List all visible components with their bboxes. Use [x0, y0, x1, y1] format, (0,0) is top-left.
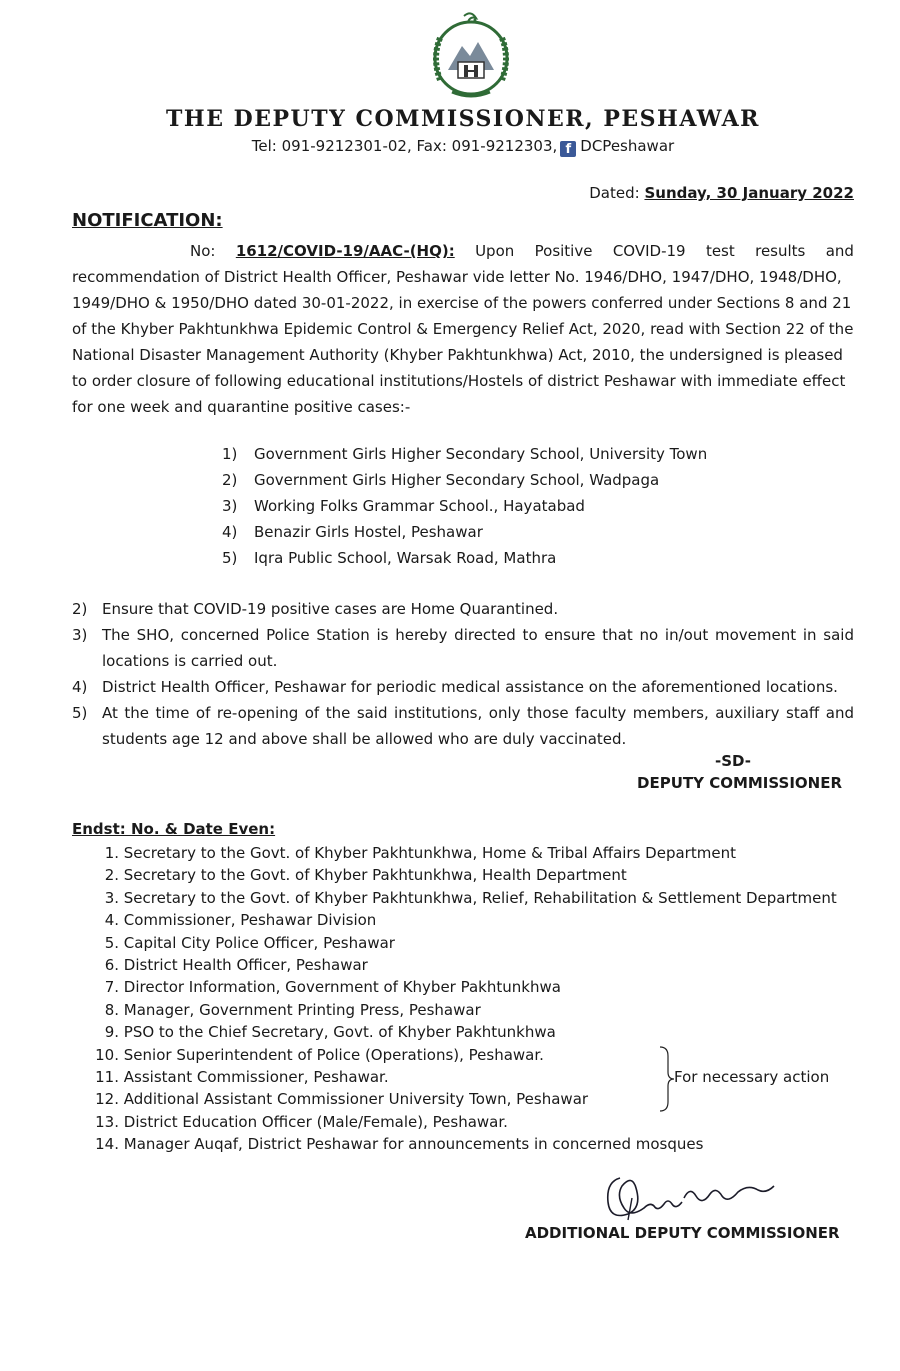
list-number: 10. — [95, 1045, 119, 1064]
list-number: 9. — [104, 1023, 119, 1042]
list-number: 14. — [95, 1135, 119, 1154]
list-text: Government Girls Higher Secondary School, University Town — [254, 445, 708, 463]
word: and — [825, 242, 854, 260]
list-text: Director Information, Government of Khyber Pakhtunkhwa — [123, 978, 561, 997]
list-text: Iqra Public School, Warsak Road, Mathra — [254, 549, 557, 567]
list-text: Working Folks Grammar School., Hayatabad — [254, 497, 585, 515]
word: test — [705, 242, 735, 260]
government-emblem-logo — [418, 8, 524, 104]
list-item — [86, 954, 837, 976]
list-item — [86, 1021, 837, 1043]
notification-line: to order closure of following educational institutions/Hostels of district Peshawar with immediate effect — [72, 372, 846, 390]
list-item — [86, 932, 837, 954]
notification-number: 1612/COVID-19/AAC-(HQ): — [235, 242, 455, 260]
list-number: 2) — [72, 600, 88, 618]
list-item — [72, 700, 854, 752]
list-item — [222, 545, 707, 571]
notification-line: recommendation of District Health Officer, Peshawar vide letter No. 1946/DHO, 1947/DHO, 1948/DHO, — [72, 268, 842, 286]
list-text: Secretary to the Govt. of Khyber Pakhtunkhwa, Health Department — [123, 866, 627, 885]
list-number: 5. — [104, 933, 119, 952]
list-item — [86, 864, 837, 886]
contact-text: Tel: 091-9212301-02, Fax: 091-9212303, — [251, 137, 558, 155]
list-item — [86, 976, 837, 998]
list-number: 5) — [222, 549, 238, 567]
list-number: 2. — [104, 866, 119, 885]
list-item — [86, 909, 837, 931]
endorsement-heading: Endst: No. & Date Even: — [72, 820, 276, 838]
date-label: Dated: — [589, 184, 640, 202]
list-text: Commissioner, Peshawar Division — [123, 911, 377, 930]
list-number: 5) — [72, 704, 88, 722]
directives-list — [72, 596, 854, 752]
list-item — [86, 1133, 837, 1155]
list-text: The SHO, concerned Police Station is hereby directed to ensure that no in/out movement in said locations is carried out. — [102, 626, 854, 670]
list-number: 12. — [95, 1090, 119, 1109]
list-number: 4) — [72, 678, 88, 696]
facebook-icon: f — [560, 141, 576, 157]
list-number: 1. — [104, 844, 119, 862]
list-text: District Health Officer, Peshawar for periodic medical assistance on the aforementioned locations. — [102, 678, 838, 696]
list-item — [86, 1088, 837, 1110]
list-text: Capital City Police Officer, Peshawar — [123, 933, 395, 952]
list-text: Ensure that COVID-19 positive cases are Home Quarantined. — [102, 600, 559, 618]
list-item — [72, 622, 854, 674]
copy-list — [86, 842, 837, 1156]
list-text: At the time of re-opening of the said institutions, only those faculty members, auxiliary staff and students age 12 and above shall be allowed who are duly vaccinated. — [102, 704, 854, 748]
list-number: 4) — [222, 523, 238, 541]
notification-line: National Disaster Management Authority (Khyber Pakhtunkhwa) Act, 2010, the undersigned is pleased — [72, 346, 843, 364]
list-number: 1) — [222, 445, 238, 463]
list-item — [86, 887, 837, 909]
word: results — [755, 242, 806, 260]
list-item — [86, 1044, 837, 1066]
list-text: PSO to the Chief Secretary, Govt. of Khyber Pakhtunkhwa — [123, 1023, 556, 1042]
bracket-note: For necessary action — [674, 1068, 830, 1086]
list-number: 3. — [104, 888, 119, 907]
list-number: 2) — [222, 471, 238, 489]
list-number: 7. — [104, 978, 119, 997]
list-number: 4. — [104, 911, 119, 930]
list-text: Manager Auqaf, District Peshawar for announcements in concerned mosques — [123, 1135, 704, 1154]
notification-heading: NOTIFICATION: — [72, 210, 223, 231]
list-number: 3) — [222, 497, 238, 515]
signatory-title: DEPUTY COMMISSIONER — [637, 774, 842, 792]
list-text: District Education Officer (Male/Female), Peshawar. — [123, 1112, 508, 1131]
additional-signatory-title: ADDITIONAL DEPUTY COMMISSIONER — [525, 1224, 840, 1242]
list-text: Secretary to the Govt. of Khyber Pakhtunkhwa, Relief, Rehabilitation & Settlement Department — [123, 888, 837, 907]
notification-first-line — [72, 238, 854, 264]
date-line — [589, 184, 854, 202]
notification-line: 1949/DHO & 1950/DHO dated 30-01-2022, in exercise of the powers conferred under Sections 8 and 21 — [72, 294, 852, 312]
list-number: 13. — [95, 1112, 119, 1131]
list-item — [222, 467, 707, 493]
date-value: Sunday, 30 January 2022 — [644, 184, 854, 202]
list-item — [86, 1111, 837, 1133]
notification-line: for one week and quarantine positive cases:- — [72, 398, 411, 416]
list-item — [72, 596, 854, 622]
list-item — [86, 999, 837, 1021]
notification-body — [72, 238, 854, 420]
signed-mark: -SD- — [715, 752, 751, 770]
list-text: Additional Assistant Commissioner University Town, Peshawar — [123, 1090, 589, 1109]
word: COVID-19 — [612, 242, 686, 260]
list-number: 3) — [72, 626, 88, 644]
list-text: Benazir Girls Hostel, Peshawar — [254, 523, 483, 541]
list-text: Manager, Government Printing Press, Peshawar — [123, 1000, 481, 1019]
institutions-list — [222, 441, 707, 571]
list-number: 6. — [104, 956, 119, 975]
list-number: 11. — [95, 1068, 119, 1087]
list-text: Government Girls Higher Secondary School, Wadpaga — [254, 471, 660, 489]
list-text: Secretary to the Govt. of Khyber Pakhtunkhwa, Home & Tribal Affairs Department — [123, 844, 736, 862]
list-text: Assistant Commissioner, Peshawar. — [123, 1068, 389, 1087]
list-item — [222, 493, 707, 519]
facebook-handle: DCPeshawar — [580, 137, 675, 155]
notification-line: of the Khyber Pakhtunkhwa Epidemic Control & Emergency Relief Act, 2020, read with Section 22 of the — [72, 320, 854, 338]
list-item — [72, 674, 854, 700]
list-item — [86, 842, 837, 864]
contact-line — [0, 137, 900, 157]
list-item — [222, 441, 707, 467]
list-item — [222, 519, 707, 545]
word: No: — [190, 242, 216, 260]
office-title: THE DEPUTY COMMISSIONER, PESHAWAR — [166, 106, 760, 132]
list-number: 8. — [104, 1000, 119, 1019]
handwritten-signature — [598, 1168, 778, 1226]
word: Positive — [534, 242, 593, 260]
list-text: District Health Officer, Peshawar — [123, 956, 368, 975]
list-text: Senior Superintendent of Police (Operations), Peshawar. — [123, 1045, 544, 1064]
word: Upon — [475, 242, 515, 260]
